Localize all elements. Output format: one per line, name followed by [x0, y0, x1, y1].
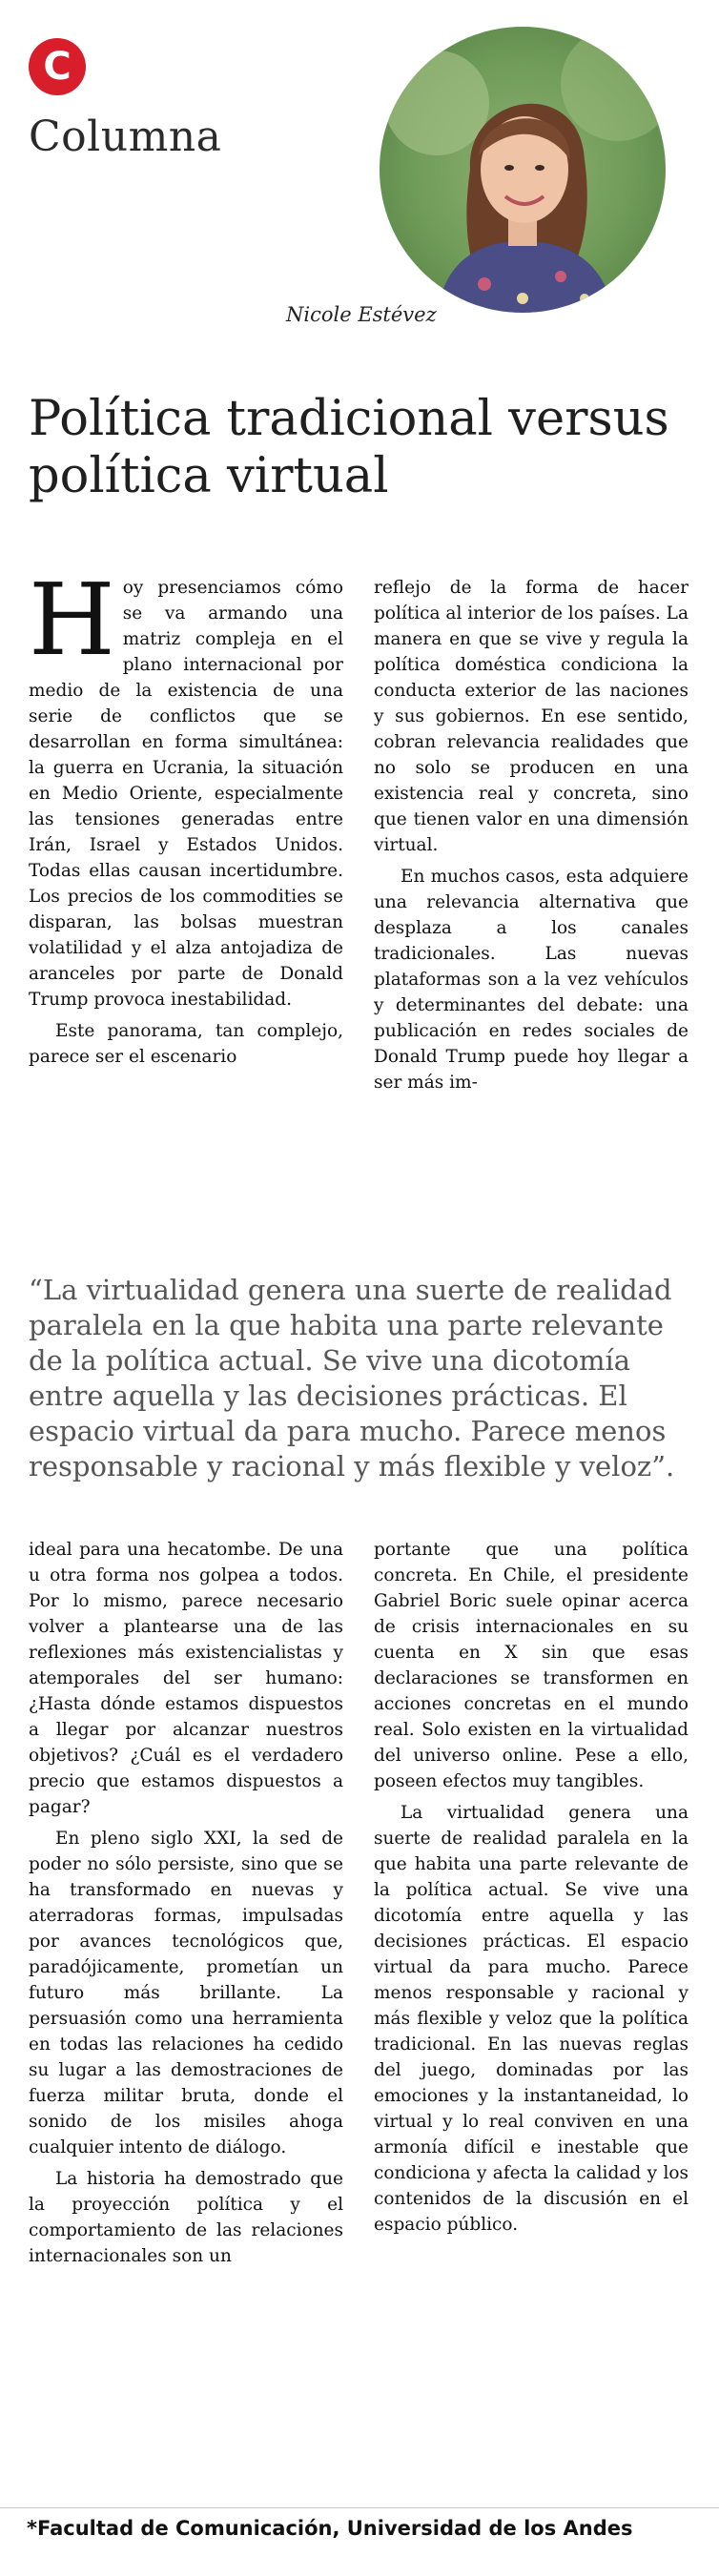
body-paragraph: La virtualidad genera una suerte de realidad paralela en la que habita una parte relevante de la política actual. Se vive una dicotomía entre aquella y las decisiones prácticas. El espacio virtual da para mucho. Parece menos responsable y racional y más flexible y veloz que la política tradicional. En las nuevas reglas del juego, dominadas por las emociones y la instantaneidad, lo virtual y lo real conviven en una armonía difícil e inestable que condiciona y afecta la calidad y los contenidos de la discusión en el espacio público. [374, 1803, 688, 2235]
body-paragraph: reflejo de la forma de hacer política al interior de los países. La manera en que se vive y regula la política doméstica condiciona la conducta exterior de las naciones y sus gobiernos. En ese sentido, cobran relevancia realidades que no solo se producen en una existencia real y concreta, sino que tienen valor en una dimensión virtual. [374, 578, 689, 855]
author-affiliation: *Facultad de Comunicación, Universidad de los Andes [27, 2517, 633, 2540]
pull-quote: “La virtualidad genera una suerte de realidad paralela en la que habita una parte relevante de la política actual. Se vive una dicotomía entre aquella y las decisiones prácticas. El espacio virtual da para mucho. Parece menos responsable y racional y más flexible y veloz”. [29, 1274, 675, 1482]
body-paragraph: La historia ha demostrado que la proyección política y el comportamiento de las relaciones internacionales son un [29, 2169, 343, 2266]
body-paragraph: portante que una política concreta. En Chile, el presidente Gabriel Boric suele opinar acerca de crisis internacionales en su cuenta en X sin que esas declaraciones se transformen en acciones concretas en el mundo real. Solo existen en la virtualidad del universo online. Pese a ello, poseen efectos muy tangibles. [374, 1540, 688, 1791]
body-column-1 [29, 562, 343, 1075]
body-column-2 [374, 575, 688, 1101]
author-portrait-icon [380, 27, 666, 313]
author-byline: Nicole Estévez [286, 303, 437, 326]
body-paragraph: En pleno siglo XXI, la sed de poder no sólo persiste, sino que se ha transformado en nuevas y aterradoras formas, impulsadas por avances tecnológicos que, paradójicamente, prometían un futuro más brillante. La persuasión como una herramienta en todas las relaciones ha cedido su lugar a las demostraciones de fuerza militar bruta, donde el sonido de los misiles ahoga cualquier intento de diálogo. [29, 1829, 343, 2157]
body-paragraph [29, 562, 343, 1012]
body-column-3 [29, 1537, 343, 2275]
body-paragraph: ideal para una hecatombe. De una u otra forma nos golpea a todos. Por lo mismo, parece necesario volver a plantearse una de las reflexiones más existencialistas y atemporales del ser humano: ¿Hasta dónde estamos dispuestos a llegar por alcanzar nuestros objetivos? ¿Cuál es el verdadero precio que estamos dispuestos a pagar? [29, 1540, 343, 1817]
body-paragraph: Este panorama, tan complejo, parece ser el escenario [29, 1021, 343, 1067]
section-badge: C [29, 38, 86, 95]
body-paragraph: En muchos casos, esta adquiere una relevancia alternativa que desplaza a los canales tradicionales. Las nuevas plataformas son a la vez vehículos y determinantes del debate: una publicación en redes sociales de Donald Trump puede hoy llegar a ser más im- [374, 867, 688, 1093]
body-column-4 [374, 1537, 688, 2243]
drop-cap: H [29, 562, 115, 678]
headline: Política tradicional versus política virtual [29, 391, 669, 504]
section-label: Columna [29, 112, 222, 161]
footer-divider [0, 2507, 719, 2508]
author-portrait-drawing [380, 27, 666, 313]
paragraph-text: oy presenciamos cómo se va armando una matriz compleja en el plano internacional por medio de la existencia de una serie de conflictos que se desarrollan en forma simultánea: la guerra en Ucrania, la situación en Medio Oriente, especialmente las tensiones generadas entre Irán, Israel y Estados Unidos. Todas ellas causan incertidumbre. Los precios de los commodities se disparan, las bolsas muestran volatilidad y el alza antojadiza de aranceles por parte de Donald Trump provoca inestabilidad. [29, 578, 343, 1010]
